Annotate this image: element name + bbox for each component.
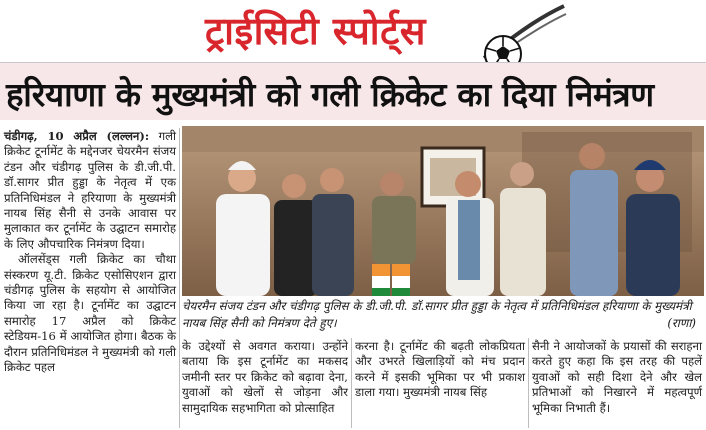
article-paragraph-2: ऑलसेंड्स गली क्रिकेट का चौथा संस्करण यू.टी. क्रिकेट एसोसिएशन द्वारा चंडीगढ़ पुलिस के सहयोग से आयोजित किया जा रहा है। टूर्नामेंट का उद्घाटन समारोह 17 अप्रैल को क्रिकेट स्टेडियम-16 में आयोजित होगा। बैठक के दौरान प्रतिनिधिमंडल ने मुख्यमंत्री को गली क्रिकेट पहल [4,252,176,375]
article-column-3 [355,339,525,401]
headline: हरियाणा के मुख्यमंत्री को गली क्रिकेट का दिया निमंत्रण [6,75,654,114]
article-paragraph-3: के उद्देश्यों से अवगत कराया। उन्होंने बताया कि इस टूर्नामेंट का मकसद जमीनी स्तर पर क्रिकेट को बढ़ावा देना, युवाओं को खेलों से जोड़ना और सामुदायिक सहभागिता को प्रोत्साहित [182,339,348,415]
section-title: ट्राईसिटी स्पोर्ट्स [205,9,426,53]
article-paragraph-5: सैनी ने आयोजकों के प्रयासों की सराहना करते हुए कहा कि इस तरह की पहलें युवाओं को सही दिशा देने और खेल प्रतिभाओं को निखारने में महत्वपूर्ण भूमिका निभाती हैं। [532,339,702,415]
article-column-2 [182,339,348,416]
photo-credit: (राणा) [667,316,696,330]
article-column-left [4,129,176,376]
article-paragraph-1: गली क्रिकेट टूर्नामेंट के मद्देनजर चेयरमैन संजय टंडन और चंडीगढ़ पुलिस के डी.जी.पी. डॉ.सागर प्रीत हुड्डा के नेतृत्व में एक प्रतिनिधिमंडल ने हरियाणा के मुख्यमंत्री नायब सिंह सैनी से उनके आवास पर मुलाकात कर टूर्नामेंट के उद्घाटन समारोह के लिए औपचारिक निमंत्रण दिया। [4,129,176,251]
headline-bar [0,62,706,120]
column-divider [351,338,352,428]
masthead [0,0,706,62]
dateline: चंडीगढ़, 10 अप्रैल (लल्लन): [4,129,150,143]
article-paragraph-4: करना है। टूर्नामेंट की बढ़ती लोकप्रियता और उभरते खिलाड़ियों को मंच प्रदान करने में इसकी भूमिका पर भी प्रकाश डाला गया। मुख्यमंत्री नायब सिंह [355,339,525,400]
article-column-4 [532,339,702,416]
delegation-photo-illustration [182,126,704,296]
news-photo [182,126,704,296]
caption-text: चेयरमैन संजय टंडन और चंडीगढ़ पुलिस के डी.जी.पी. डॉ.सागर प्रीत हुड्डा के नेतृत्व में प्रतिनिधिमंडल हरियाणा के मुख्यमंत्री नायब सिंह सैनी को निमंत्रण देते हुए। [182,299,692,330]
column-divider [528,338,529,428]
column-divider [179,128,180,428]
photo-caption [182,298,704,336]
